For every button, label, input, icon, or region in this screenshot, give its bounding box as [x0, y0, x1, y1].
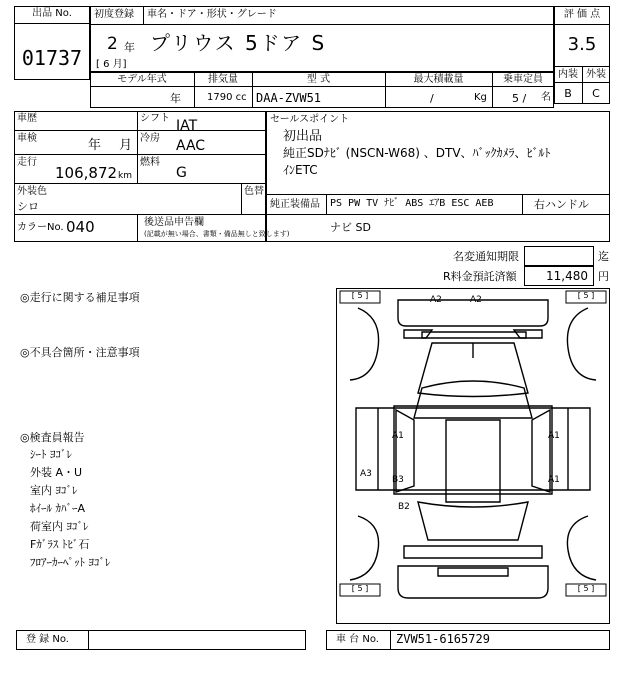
displacement-label: 排気量 [208, 74, 238, 85]
reg-no-label: 登 録 No. [26, 634, 69, 645]
history-label: 車歴 [17, 113, 37, 124]
ac-value: AAC [176, 138, 206, 154]
capacity-unit: 名 [541, 92, 551, 103]
name-change-label: 名変通知期限 [453, 250, 519, 263]
fuel-value: G [176, 165, 187, 181]
name-change-unit: 迄 [598, 250, 609, 263]
color-no-label: カラーNo. [17, 222, 64, 233]
damage-mark: A1 [548, 475, 560, 485]
sales-line-3: ｲﾝETC [283, 163, 318, 177]
interior-grade: B [564, 87, 572, 100]
exterior-label: 外装 [586, 69, 606, 80]
lot-number: 01737 [21, 46, 83, 70]
car-name: プリウス 5ドア S [150, 31, 327, 55]
mileage-unit: km [118, 171, 132, 181]
ext-color-value: シロ [17, 200, 39, 213]
name-change-box [524, 246, 594, 266]
ac-label: 冷房 [140, 133, 160, 144]
aftermarket-label: 後送品申告欄 [144, 217, 204, 228]
max-load-label: 最大積載量 [413, 74, 464, 85]
year-unit: 年 [124, 41, 135, 54]
type-value: DAA-ZVW51 [256, 91, 322, 105]
grade-value: 3.5 [567, 34, 597, 55]
inspector-label: ◎検査員報告 [20, 431, 85, 444]
interior-label: 内装 [558, 69, 578, 80]
aftermarket-note: (記載が無い場合、書類・備品無しと致します) [144, 230, 290, 238]
equip-value: PS PW TV ﾅﾋﾞ ABS ｴｱB ESC AEB [330, 198, 494, 209]
chassis-label: 車 台 No. [336, 634, 379, 645]
damage-mark: A2 [470, 295, 482, 305]
inspector-line: 荷室内 ﾖｺﾞﾚ [30, 520, 89, 533]
damage-mark: B2 [398, 502, 410, 512]
sales-line-1: 初出品 [283, 129, 323, 144]
sales-line-2: 純正SDﾅﾋﾞ (NSCN-W68) 、DTV、ﾊﾞｯｸｶﾒﾗ、ﾋﾞﾙﾄ [283, 146, 551, 160]
tire-mark: [ 5 ] [577, 584, 595, 593]
inspector-line: Fｶﾞﾗｽ ﾄﾋﾞ石 [30, 538, 90, 551]
inspector-line: 室内 ﾖｺﾞﾚ [30, 484, 78, 497]
recycle-label: R料金預託済額 [443, 270, 517, 283]
tire-mark: [ 5 ] [351, 291, 369, 300]
tire-mark: [ 5 ] [577, 291, 595, 300]
car-name-label: 車名・ドア・形状・グレード [147, 9, 277, 20]
inspector-line: ﾎｲｰﾙ ｶﾊﾞｰA [30, 502, 86, 515]
recolor-label: 色替 [244, 186, 264, 197]
exterior-grade: C [592, 87, 600, 100]
capacity-value: 5 / [512, 92, 527, 105]
sales-label: セールスポイント [270, 114, 350, 125]
steering-value: 右ハンドル [534, 198, 589, 211]
damage-mark: A1 [392, 431, 404, 441]
recycle-unit: 円 [598, 270, 609, 283]
ext-color-label: 外装色 [17, 186, 47, 197]
type-label: 型 式 [306, 74, 331, 85]
inspector-line: 外装 A・U [30, 466, 83, 479]
inspection-value: 年 月 [88, 138, 133, 153]
recycle-value: 11,480 [546, 269, 588, 283]
shift-value: IAT [176, 118, 198, 134]
inspector-line: ﾌﾛｱｰｶｰﾍﾟｯﾄ ﾖｺﾞﾚ [30, 556, 111, 569]
max-load-unit: Kg [474, 92, 487, 103]
running-notes-label: ◎走行に関する補足事項 [20, 291, 140, 304]
max-load-sep: / [430, 92, 434, 105]
fuel-label: 燃料 [140, 157, 160, 168]
model-year-unit: 年 [170, 92, 181, 105]
car-diagram [336, 288, 610, 624]
grade-label: 評 価 点 [563, 9, 601, 20]
color-no-value: 040 [66, 218, 95, 236]
lot-label: 出品 No. [32, 8, 72, 19]
damage-mark: B3 [392, 475, 404, 485]
equip-label: 純正装備品 [270, 199, 320, 210]
displacement-value: 1790 cc [207, 92, 247, 103]
shift-label: シフト [140, 113, 170, 124]
damage-mark: A1 [548, 431, 560, 441]
aftermarket-value: ナビ SD [330, 221, 371, 234]
model-year-label: モデル年式 [117, 74, 167, 85]
mileage-label: 走行 [17, 157, 37, 168]
tire-mark: [ 5 ] [351, 584, 369, 593]
capacity-label: 乗車定員 [503, 74, 543, 85]
first-reg-year: 2 [107, 34, 118, 54]
mileage-value: 106,872 [55, 164, 118, 182]
inspection-label: 車検 [17, 133, 37, 144]
defect-notes-label: ◎不具合箇所・注意事項 [20, 346, 140, 359]
damage-mark: A3 [360, 469, 372, 479]
damage-mark: A2 [430, 295, 442, 305]
chassis-value: ZVW51-6165729 [396, 632, 490, 646]
inspector-line: ｼｰﾄ ﾖｺﾞﾚ [30, 448, 72, 461]
first-reg-label: 初度登録 [94, 9, 134, 20]
first-reg-month: [ 6 月] [96, 59, 127, 70]
